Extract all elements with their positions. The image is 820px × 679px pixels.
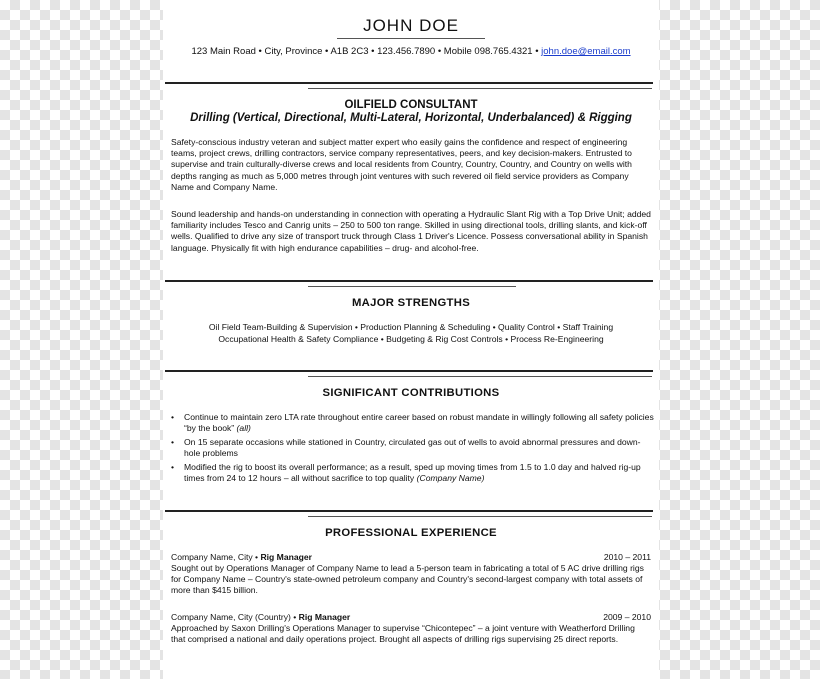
job-description: Sought out by Operations Manager of Company Name to lead a 5-person team in fabricating a total of 5 AC drive drilling rigs for Company Name – Country's state-owned petroleum company and Country's second-largest company with total assets of more than $415 billion. <box>171 563 644 596</box>
job-entry-header <box>171 612 651 622</box>
contribution-note: (Company Name) <box>416 473 485 484</box>
contribution-note: (all) <box>236 423 251 434</box>
job-role: Rig Manager <box>260 552 313 562</box>
contribution-item <box>171 437 651 461</box>
strengths-heading: MAJOR STRENGTHS <box>351 297 471 309</box>
job-description: Approached by Saxon Drilling's Operations Manager to supervise “Chicontepec” – a joint venture with Weatherford Drilling that comprised a national and daily operations project. Brought all aspects of drilling rigs supervising 25 direct reports. <box>171 623 635 645</box>
job-entry-header <box>171 552 651 562</box>
header-rule-top <box>165 82 653 84</box>
job-dates: 2010 – 2011 <box>603 552 651 562</box>
contributions-heading: SIGNIFICANT CONTRIBUTIONS <box>322 387 500 399</box>
contribution-text: Continue to maintain zero LTA rate throughout entire career based on robust mandate in willingly following all safety policies “by the book” <box>184 412 654 434</box>
strengths-rule-top <box>165 280 653 282</box>
contribution-item <box>171 412 654 436</box>
contribution-text: On 15 separate occasions while stationed in Country, circulated gas out of wells to avoid abnormal pressures and down-hole problems <box>184 437 641 459</box>
candidate-name: JOHN DOE <box>363 16 459 35</box>
email-link[interactable]: john.doe@email.com <box>541 46 631 57</box>
experience-rule-top <box>165 510 653 512</box>
job-specialty: Drilling (Vertical, Directional, Multi-Lateral, Horizontal, Underbalanced) & Rigging <box>190 112 632 124</box>
contact-details: 123 Main Road • City, Province • A1B 2C3 • 123.456.7890 • Mobile 098.765.4321 • <box>191 46 542 57</box>
job-company: Company Name, City (Country) • <box>171 612 299 622</box>
bullet-icon: • <box>171 437 175 447</box>
job-role: Rig Manager <box>298 612 351 622</box>
experience-rule-bottom <box>308 516 652 517</box>
job-dates: 2009 – 2010 <box>603 612 651 622</box>
strengths-rule-bottom <box>308 286 516 287</box>
contribution-item <box>171 462 651 486</box>
job-company: Company Name, City • <box>171 552 261 562</box>
strengths-line-2: Occupational Health & Safety Compliance • Budgeting & Rig Cost Controls • Process Re-Engineering <box>218 334 604 344</box>
experience-heading: PROFESSIONAL EXPERIENCE <box>325 527 497 539</box>
summary-paragraph-1: Safety-conscious industry veteran and subject matter expert who easily gains the confidence and respect of engineering teams, project crews, drilling contractors, service company representatives, peers, and key decision-makers. Entrusted to supervise and train culturally-diverse crews and local residents from Country, Country, Country, and Country on wells with depths ranging as much as 5,000 metres through joint ventures with such revered oil field service providers as Company Name and Company Name. <box>171 137 632 192</box>
strengths-line-1: Oil Field Team-Building & Supervision • Production Planning & Scheduling • Quality Control • Staff Training <box>208 322 614 332</box>
name-underline <box>337 38 485 39</box>
contributions-rule-bottom <box>308 376 652 377</box>
header-rule-bottom <box>308 88 652 89</box>
contribution-text: Modified the rig to boost its overall performance; as a result, sped up moving times from 1.5 to 1.0 day and halved rig-up times from 24 to 12 hours – all without sacrifice to top quality <box>184 462 641 484</box>
job-title: OILFIELD CONSULTANT <box>344 99 478 111</box>
contributions-rule-top <box>165 370 653 372</box>
summary-paragraph-2: Sound leadership and hands-on understanding in connection with operating a Hydraulic Slant Rig with a Top Drive Unit; added familiarity includes Tesco and Canrig units – 250 to 500 ton range. Skilled in using directional tools, drilling slants, and kick-off wells. Qualified to drive any size of transport truck through Class 1 Driver's Licence. Possess conversational ability in Spanish language. Physically fit with high endurance capabilities – drug- and alcohol-free. <box>171 209 651 253</box>
resume-page <box>163 0 659 679</box>
contact-line <box>163 46 659 57</box>
bullet-icon: • <box>171 462 175 472</box>
bullet-icon: • <box>171 412 175 422</box>
